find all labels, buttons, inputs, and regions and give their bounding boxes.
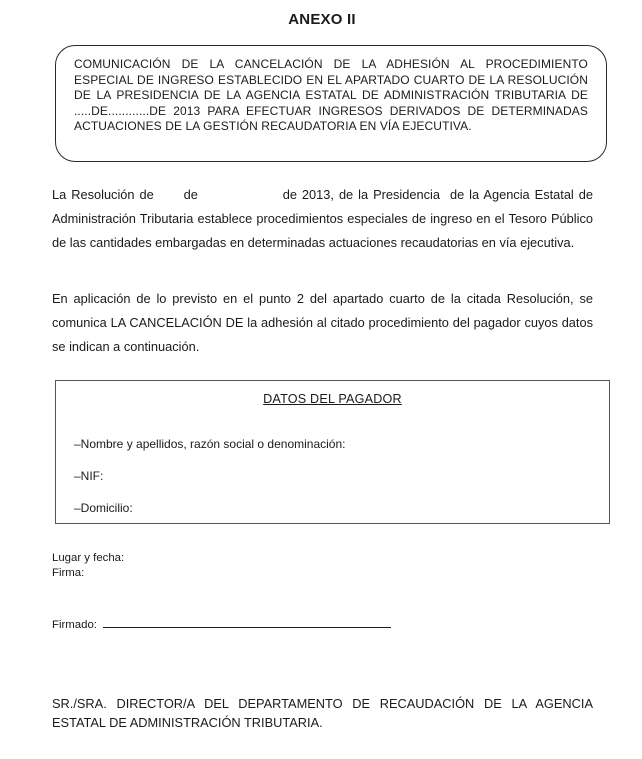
page-title: ANEXO II: [288, 11, 356, 28]
signature-line: [103, 617, 391, 628]
payer-data-box: [55, 380, 610, 524]
field-label-address: –Domicilio:: [74, 500, 133, 515]
signed-by-label: Firmado:: [52, 619, 97, 631]
header-notice-box: [55, 45, 607, 162]
header-notice-text: COMUNICACIÓN DE LA CANCELACIÓN DE LA ADHESIÓN AL PROCEDIMIENTO ESPECIAL DE INGRESO ESTABLECIDO EN EL APARTADO CUARTO DE LA RESOLUCIÓN DE LA PRESIDENCIA DE LA AGENCIA ESTATAL DE ADMINISTRACIÓN TRIBUTARIA DE .....DE............DE 2013 PARA EFECTUAR INGRESOS DERIVADOS DE DETERMINADAS ACTUACIONES DE LA GESTIÓN RECAUDATORIA EN VÍA EJECUTIVA.: [74, 57, 588, 134]
signed-by-row: [52, 617, 391, 631]
addressee-paragraph: SR./SRA. DIRECTOR/A DEL DEPARTAMENTO DE RECAUDACIÓN DE LA AGENCIA ESTATAL DE ADMINISTRACIÓN TRIBUTARIA.: [52, 696, 593, 730]
signature-block: [52, 551, 124, 581]
signature-label: Firma:: [52, 567, 85, 579]
cancellation-notice-paragraph: En aplicación de lo previsto en el punto 2 del apartado cuarto de la citada Resolución, se comunica LA CANCELACIÓN DE la adhesión al citado procedimiento del pagador cuyos datos se indican a continuación.: [52, 290, 593, 354]
place-date-label: Lugar y fecha:: [52, 552, 125, 564]
resolution-intro-paragraph: La Resolución de de de 2013, de la Presidencia de la Agencia Estatal de Administración Tributaria establece procedimientos especiales de ingreso en el Tesoro Público de las cantidades embargadas en determinadas actuaciones recaudatorias en vía ejecutiva.: [52, 186, 593, 250]
field-label-nif: –NIF:: [74, 468, 104, 483]
payer-data-heading: DATOS DEL PAGADOR: [263, 391, 402, 406]
field-label-name: –Nombre y apellidos, razón social o denominación:: [74, 436, 346, 451]
